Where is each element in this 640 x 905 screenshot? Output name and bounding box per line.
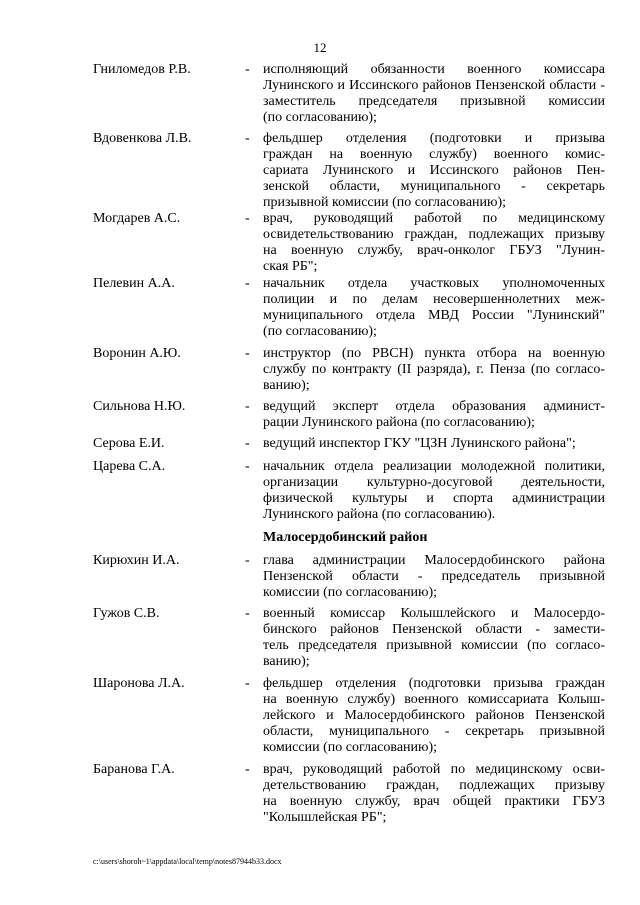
role-line: зенской области, муниципального - секретарь <box>263 179 605 194</box>
role-line: "Колышлейская РБ"; <box>263 810 387 825</box>
member-role <box>263 399 605 431</box>
dash-separator: - <box>245 131 250 146</box>
member-role <box>263 211 605 275</box>
role-line: комиссии (по согласованию); <box>263 585 438 600</box>
dash-separator: - <box>245 62 250 77</box>
role-line: ведущий эксперт отдела образования админист- <box>263 399 605 414</box>
role-line: граждан на военную службу) военного комис- <box>263 147 605 162</box>
member-role <box>263 346 605 394</box>
role-line: комиссии (по согласованию); <box>263 740 438 755</box>
member-name: Могдарев А.С. <box>93 211 181 226</box>
dash-separator: - <box>245 276 250 291</box>
member-role <box>263 553 605 601</box>
member-role <box>263 606 605 670</box>
role-line: начальник отдела реализации молодежной политики, <box>263 459 605 474</box>
role-line: полиции и по делам несовершеннолетних меж- <box>263 292 605 307</box>
role-line: Лунинского района (по согласованию). <box>263 507 496 522</box>
dash-separator: - <box>245 211 250 226</box>
member-name: Пелевин А.А. <box>93 276 175 291</box>
member-name: Шаронова Л.А. <box>93 676 185 691</box>
role-line: организации культурно-досуговой деятельности, <box>263 475 605 490</box>
role-line: врач, руководящий работой по медицинскому осви- <box>263 762 605 777</box>
dash-separator: - <box>245 606 250 621</box>
member-name: Гужов С.В. <box>93 606 160 621</box>
role-line: инструктор (по РВСН) пункта отбора на военную <box>263 346 605 361</box>
role-line: военный комиссар Колышлейского и Малосердо- <box>263 606 605 621</box>
dash-separator: - <box>245 436 250 451</box>
member-role <box>263 131 605 211</box>
role-line: (по согласованию); <box>263 324 377 339</box>
member-name: Гниломедов Р.В. <box>93 62 191 77</box>
member-name: Баранова Г.А. <box>93 762 175 777</box>
page-number: 12 <box>313 40 327 55</box>
role-line: физической культуры и спорта администрации <box>263 491 605 506</box>
member-name: Вдовенкова Л.В. <box>93 131 192 146</box>
role-line: тель председателя призывной комиссии (по согласо- <box>263 638 605 653</box>
member-role <box>263 436 605 452</box>
role-line: Пензенской области - председатель призывной <box>263 569 605 584</box>
dash-separator: - <box>245 459 250 474</box>
role-line: (по согласованию); <box>263 110 377 125</box>
role-line: сариата Лунинского и Иссинского районов Пен- <box>263 163 605 178</box>
role-line: исполняющий обязанности военного комиссара <box>263 62 605 77</box>
role-line: врач, руководящий работой по медицинскому <box>263 211 605 226</box>
role-line: заместитель председателя призывной комиссии <box>263 94 605 109</box>
member-role <box>263 459 605 523</box>
role-line: фельдшер отделения (подготовки и призыва <box>263 131 605 146</box>
dash-separator: - <box>245 399 250 414</box>
role-line: ванию); <box>263 378 310 393</box>
role-line: на военную службу, врач-онколог ГБУЗ "Лунин- <box>263 243 605 258</box>
member-name: Воронин А.Ю. <box>93 346 181 361</box>
role-line: службу по контракту (II разряда), г. Пенза (по согласо- <box>263 362 605 377</box>
role-line: Лунинского и Иссинского районов Пензенской области - <box>263 78 605 93</box>
role-line: ская РБ"; <box>263 259 318 274</box>
member-name: Кирюхин И.А. <box>93 553 180 568</box>
dash-separator: - <box>245 553 250 568</box>
role-line: на военную службу, врач общей практики ГБУЗ <box>263 794 605 809</box>
role-line: области, муниципального - секретарь призывной <box>263 724 605 739</box>
role-line: рации Лунинского района (по согласованию); <box>263 415 535 430</box>
dash-separator: - <box>245 676 250 691</box>
role-line: бинского районов Пензенской области - замести- <box>263 622 605 637</box>
role-line: начальник отдела участковых уполномоченных <box>263 276 605 291</box>
dash-separator: - <box>245 346 250 361</box>
member-role <box>263 762 605 826</box>
role-line: лейского и Малосердобинского районов Пензенской <box>263 708 605 723</box>
role-line: ведущий инспектор ГКУ "ЦЗН Лунинского района"; <box>263 436 576 451</box>
section-heading: Малосердобинский район <box>263 530 428 545</box>
member-role <box>263 676 605 756</box>
role-line: глава администрации Малосердобинского района <box>263 553 605 568</box>
role-line: ванию); <box>263 654 310 669</box>
member-name: Сильнова Н.Ю. <box>93 399 186 414</box>
role-line: муниципального отдела МВД России "Лунинский" <box>263 308 605 323</box>
member-name: Царева С.А. <box>93 459 166 474</box>
role-line: на военную службу) военного комиссариата Колыш- <box>263 692 605 707</box>
member-role <box>263 276 605 340</box>
role-line: освидетельствованию граждан, подлежащих призыву <box>263 227 605 242</box>
role-line: фельдшер отделения (подготовки призыва граждан <box>263 676 605 691</box>
role-line: детельствованию граждан, подлежащих призыву <box>263 778 605 793</box>
member-role <box>263 62 605 126</box>
footer-file-path: c:\users\shoroh~1\appdata\local\temp\notes87944b33.docx <box>93 857 282 866</box>
role-line: призывной комиссии (по согласованию); <box>263 195 507 210</box>
dash-separator: - <box>245 762 250 777</box>
member-name: Серова Е.И. <box>93 436 165 451</box>
